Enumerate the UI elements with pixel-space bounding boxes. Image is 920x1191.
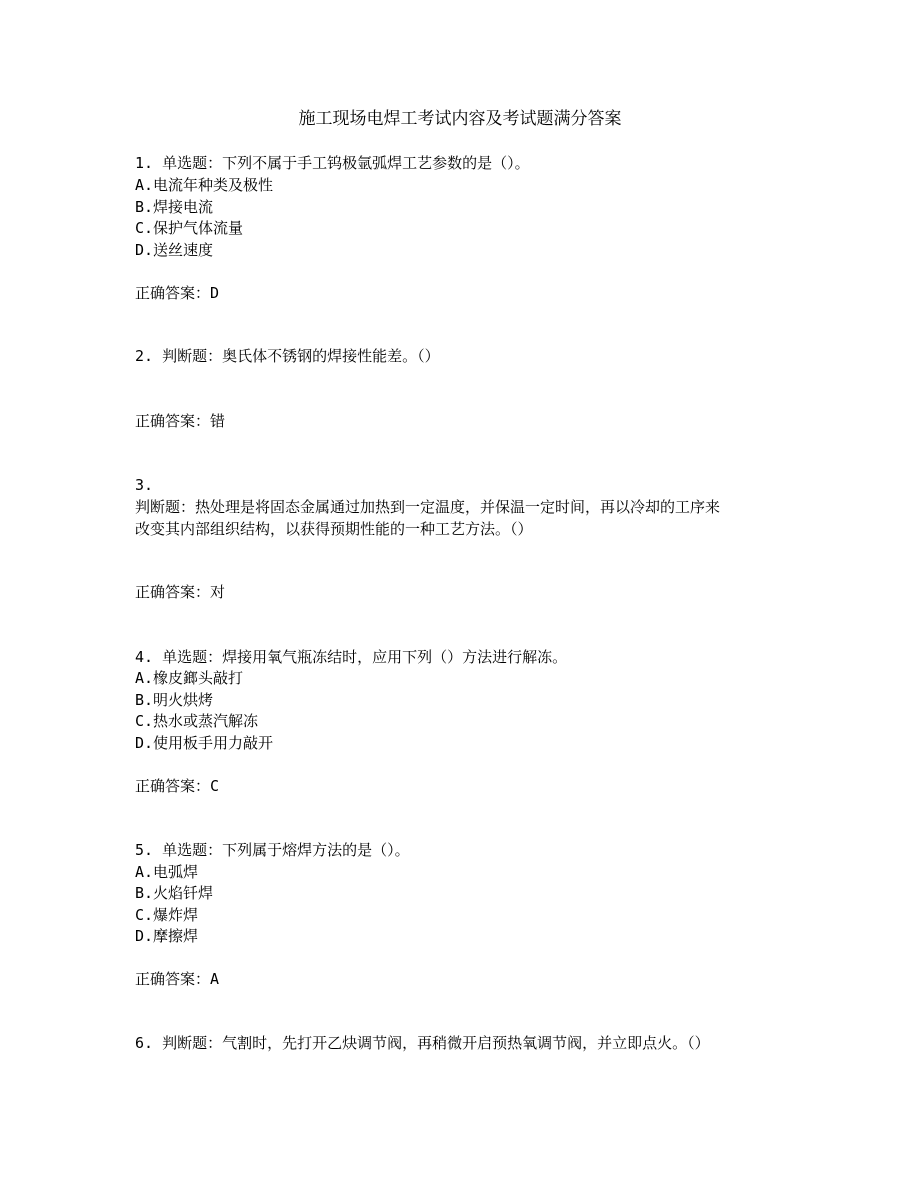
question-2-stem: 2. 判断题：奥氏体不锈钢的焊接性能差。（） [135,347,440,365]
question-3-stem-line-2: 改变其内部组织结构，以获得预期性能的一种工艺方法。（） [135,520,533,538]
question-4-option-c: C.热水或蒸汽解冻 [135,712,259,730]
question-1-option-c: C.保护气体流量 [135,219,244,237]
question-4-option-d: D.使用板手用力敲开 [135,734,274,752]
question-1-answer: 正确答案：D [135,284,220,302]
question-5-answer: 正确答案：A [135,970,220,988]
question-1-option-b: B.焊接电流 [135,198,214,216]
question-4-stem: 4. 单选题：焊接用氧气瓶冻结时，应用下列（）方法进行解冻。 [135,648,568,666]
question-6-stem: 6. 判断题：气割时，先打开乙炔调节阀，再稍微开启预热氧调节阀，并立即点火。（） [135,1034,710,1052]
question-1-option-d: D.送丝速度 [135,241,214,259]
question-4-answer: 正确答案：C [135,777,220,795]
document-title: 施工现场电焊工考试内容及考试题满分答案 [298,109,622,129]
question-3-number: 3. [135,476,154,494]
question-5-option-a: A.电弧焊 [135,863,199,881]
question-4-option-a: A.橡皮鎯头敲打 [135,669,244,687]
question-5-option-b: B.火焰钎焊 [135,884,214,902]
question-3-stem-line-1: 判断题：热处理是将固态金属通过加热到一定温度，并保温一定时间，再以冷却的工序来 [135,498,721,516]
question-5-stem: 5. 单选题：下列属于熔焊方法的是（）。 [135,841,410,859]
question-1-option-a: A.电流年种类及极性 [135,176,274,194]
question-4-option-b: B.明火烘烤 [135,691,214,709]
question-5-option-d: D.摩擦焊 [135,927,199,945]
question-3-answer: 正确答案：对 [135,583,226,601]
question-1-stem: 1. 单选题：下列不属于手工钨极氩弧焊工艺参数的是（）。 [135,154,530,172]
question-2-answer: 正确答案：错 [135,412,226,430]
question-5-option-c: C.爆炸焊 [135,906,199,924]
